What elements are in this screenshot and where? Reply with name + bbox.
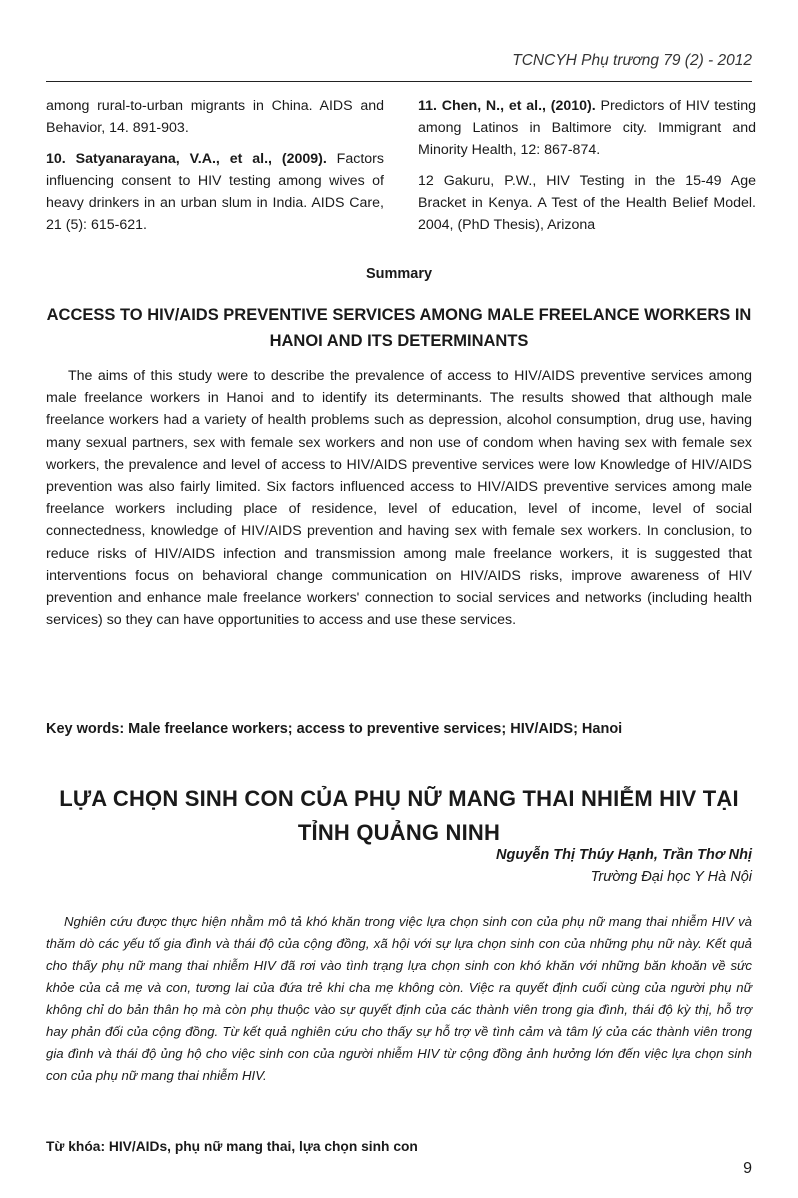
article-authors: Nguyễn Thị Thúy Hạnh, Trần Thơ Nhị	[496, 847, 752, 863]
summary-keywords: Key words: Male freelance workers; access to preventive services; HIV/AIDS; Hanoi	[46, 721, 623, 737]
reference-11	[418, 95, 756, 161]
header-rule	[46, 81, 752, 82]
reference-text: Factors influencing consent to HIV testing among wives of heavy drinkers in an urban slum in India. AIDS Care, 21 (5): 615-621.	[46, 151, 384, 233]
reference-text: Predictors of HIV testing among Latinos in Baltimore city. Immigrant and Minority Health, 12: 867-874.	[418, 98, 756, 158]
article-abstract: Nghiên cứu được thực hiện nhằm mô tả khó khăn trong việc lựa chọn sinh con của phụ nữ mang thai nhiễm HIV và thăm dò các yếu tố gia đình và thái độ của cộng đồng, xã hội với sự lựa chọn sinh con của những phụ nữ này. Kết quả cho thấy phụ nữ mang thai nhiễm HIV đã rơi vào tình trạng lựa chọn sinh con khó khăn với những băn khoăn về sức khỏe của cả mẹ và con, tương lai của đứa trẻ khi cha mẹ không còn. Việc ra quyết định cuối cùng của người phụ nữ không chỉ do bản thân họ mà còn phụ thuộc vào sự quyết định của các thành viên trong gia đình, thái độ kỳ thị, hỗ trợ hay phản đối của cộng đồng. Từ kết quả nghiên cứu cho thấy sự hỗ trợ về tình cảm và tâm lý của các thành viên trong gia đình và thái độ ủng hộ cho việc sinh con của người nhiễm HIV từ cộng đồng ảnh hưởng lớn đến việc lựa chọn sinh con của phụ nữ mang thai nhiễm HIV.	[46, 914, 752, 1083]
summary-abstract: The aims of this study were to describe the prevalence of access to HIV/AIDS preventive services among male freelance workers in Hanoi and to identify its determinants. The results showed that although male freelance workers had a variety of health problems such as depression, alcohol consumption, drug use, having many sexual partners, sex with female sex workers and non use of condom when having sex with female sex workers, the prevalence and level of access to HIV/AIDS preventive services were low Knowledge of HIV/AIDS prevention was also fairly limited. Six factors influenced access to HIV/AIDS preventive services among male freelance workers including place of residence, level of education, level of income, level of social connectedness, knowledge of HIV/AIDS prevention and having sex with female sex workers. In conclusion, to reduce risks of HIV/AIDS infection and transmission among male freelance workers, it is suggested that interventions focus on behavioral change communication on HIV/AIDS risks, improve awareness of HIV prevention and enhance male freelance workers' connection to social services and networks (including health services) so they can have opportunities to access and use these services.	[46, 368, 752, 629]
reference-10	[46, 148, 384, 236]
summary-label: Summary	[365, 266, 433, 282]
article-affiliation: Trường Đại học Y Hà Nội	[590, 869, 752, 885]
article-keywords: Từ khóa: HIV/AIDs, phụ nữ mang thai, lựa chọn sinh con	[46, 1139, 418, 1154]
article-title: LỰA CHỌN SINH CON CỦA PHỤ NỮ MANG THAI NHIỄM HIV TẠI TỈNH QUẢNG NINH	[59, 786, 739, 845]
reference-text: among rural-to-urban migrants in China. AIDS and Behavior, 14. 891-903.	[46, 98, 384, 136]
reference-12	[418, 170, 756, 236]
reference-authors: 11. Chen, N., et al., (2010).	[418, 98, 596, 114]
reference-text: 12 Gakuru, P.W., HIV Testing in the 15-49 Age Bracket in Kenya. A Test of the Health Belief Model. 2004, (PhD Thesis), Arizona	[418, 173, 756, 233]
page-number: 9	[743, 1160, 752, 1177]
reference-authors: 10. Satyanarayana, V.A., et al., (2009).	[46, 151, 327, 167]
references-left-column	[46, 95, 384, 245]
summary-title: ACCESS TO HIV/AIDS PREVENTIVE SERVICES AMONG MALE FREELANCE WORKERS IN HANOI AND ITS DETERMINANTS	[46, 306, 752, 350]
journal-title: TCNCYH Phụ trương 79 (2) - 2012	[512, 52, 752, 69]
references-right-column	[418, 95, 756, 245]
reference-continuation	[46, 95, 384, 139]
